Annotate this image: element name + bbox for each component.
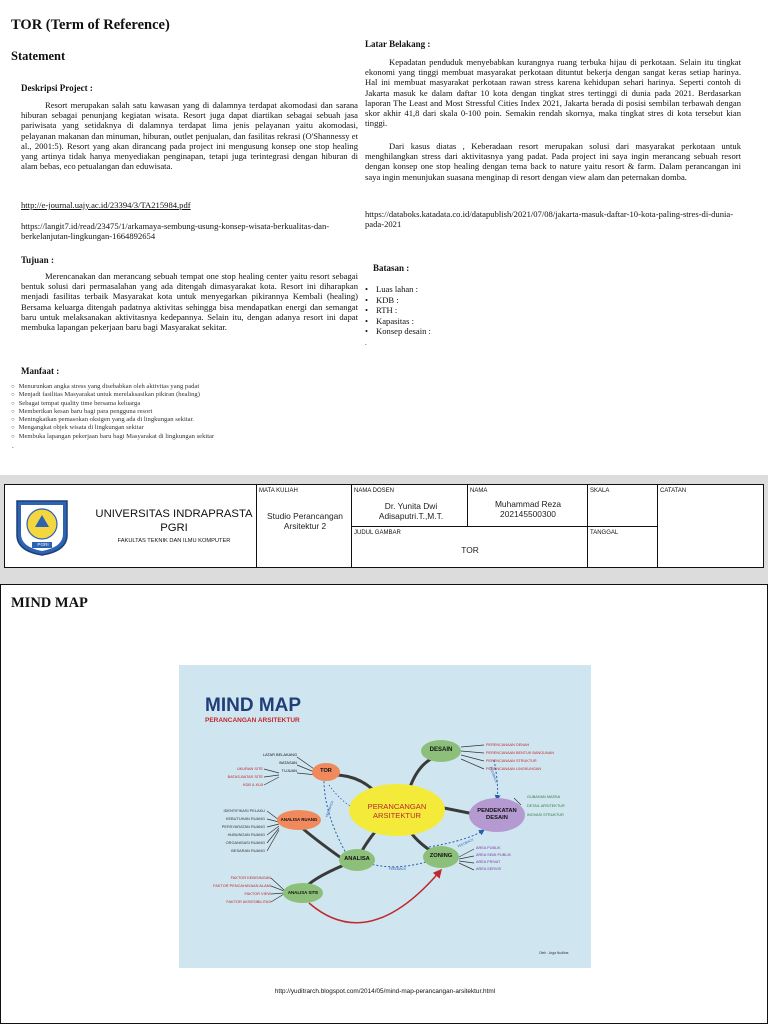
list-item: • RTH : bbox=[365, 305, 431, 316]
university-name: UNIVERSITAS INDRAPRASTA PGRI bbox=[95, 508, 253, 534]
dosen-cell bbox=[351, 485, 467, 527]
faculty-name: FAKULTAS TEKNIK DAN ILMU KOMPUTER bbox=[117, 538, 231, 544]
list-item: ORGANISASI RUANG bbox=[225, 840, 265, 845]
zoning-node-label: ZONING bbox=[429, 853, 453, 859]
analisa-ruang-node-label: ANALISA RUANG bbox=[280, 817, 318, 822]
list-item: AREA PRIVAT bbox=[476, 860, 501, 864]
ruang-items bbox=[193, 807, 265, 855]
list-item: ○ Meningkatkan pemasokan oksigen yang ada di lingkungan sekitar. bbox=[11, 416, 214, 424]
pendekatan-node-label: PENDEKATAN DESAIN bbox=[477, 808, 517, 821]
mata-kuliah-label: MATA KULIAH bbox=[259, 488, 298, 494]
latar-text-2: Dari kasus diatas , Keberadaan resort merupakan solusi dari masyarakat perkotaan untuk menghilangkan stress dari aktivitasnya yang padat. Pada project ini saya ingin merancang sebuah resort dengan konsep one stop healing dengan tema back to nature yaitu resort & farm. Dalam perancangan ini saya ingin menunjukan suasana menginap di resort dengan view alam dan peternakan domba. bbox=[365, 141, 741, 182]
list-item: IDENTIFIKASI PELAKU bbox=[223, 808, 265, 813]
nama-cell bbox=[467, 485, 587, 527]
mindmap-sheet bbox=[0, 584, 768, 1024]
list-item: AREA SEMI PUBLIK bbox=[476, 853, 512, 857]
mm-heading: MIND MAP bbox=[205, 695, 302, 716]
bullet-dot: . bbox=[365, 339, 367, 347]
langit7-link[interactable]: https://langit7.id/read/23475/1/arkamaya-sembung-usung-konsep-wisata-berkualitas-dan-berkelanjutan-lingkungan-1664892654 bbox=[21, 221, 330, 242]
list-item: GUBAHAN MASSA bbox=[527, 795, 561, 799]
mm-subheading: PERANCANGAN ARSITEKTUR bbox=[205, 717, 300, 724]
latar-text-1: Kepadatan penduduk menyebabkan kurangnya ruang terbuka hijau di perkotaan. Selain itu tingkat ekonomi yang tinggi membuat masyarakat perkotaan dituntut bekerja dengan sangat keras setiap harinya. Hal ini membuat masyarakat perkotaan rawan stress karena kehidupan sehari harinya. Seperti contoh di Jakarta masuk ke dalam daftar 10 kota dengan tingkat stres tertinggi di dunia pada 2021. Berdasarkan laporan The Least and Most Stressful Cities Index 2021, Jakarta berada di posisi sembilan terbawah dengan skor akhir 41,8 dari skala 0-100 poin. Semakin rendah skornya, maka tingkat stres di kota tersebut kian tinggi. bbox=[365, 57, 741, 129]
judul-value: TOR bbox=[461, 545, 479, 555]
list-item: AREA SERVIS bbox=[476, 867, 502, 871]
list-item: ○ Sebagai tempat quality time bersama keluarga bbox=[11, 400, 214, 408]
list-item: KEBUTUHAN RUANG bbox=[225, 816, 265, 821]
list-item: FAKTOR PENCAHAYAAN ALAMI bbox=[213, 883, 271, 888]
list-item: DETAIL ARSITEKTUR bbox=[527, 804, 565, 808]
pendekatan-items bbox=[527, 793, 589, 820]
feedback-label: FEEDBACK bbox=[488, 766, 499, 784]
skala-label: SKALA bbox=[590, 488, 610, 494]
journal-link[interactable]: http://e-journal.uajy.ac.id/23394/3/TA215984.pdf bbox=[21, 200, 191, 210]
tor-sheet bbox=[0, 0, 768, 475]
list-item: ○ Membuka lapangan pekerjaan baru bagi Masyarakat di lingkungan sekitar bbox=[11, 433, 214, 441]
mata-kuliah-value: Studio Perancangan Arsitektur 2 bbox=[267, 511, 343, 531]
dosen-value: Dr. Yunita Dwi Adisaputri.T.,M.T. bbox=[378, 501, 444, 521]
list-item: • KDB : bbox=[365, 295, 431, 306]
logo-text: PGRI bbox=[37, 542, 49, 547]
nama-label: NAMA bbox=[470, 488, 488, 494]
list-item: UKURAN SITE bbox=[236, 766, 263, 771]
list-item: ○ Menjadi fasilitas Masyarakat untuk merelaksasikan pikiran (healing) bbox=[11, 391, 214, 399]
list-item: FAKTOR KEBISINGAN bbox=[230, 875, 271, 880]
batasan-list bbox=[365, 284, 431, 337]
list-item: INOVASI STRUKTUR bbox=[527, 813, 564, 817]
list-item: AREA PUBLIK bbox=[476, 846, 501, 850]
tor-sub-items bbox=[201, 765, 263, 789]
mata-kuliah-cell bbox=[256, 485, 352, 567]
manfaat-heading: Manfaat : bbox=[21, 366, 60, 376]
feedback-label: FEEDBACK bbox=[324, 800, 335, 818]
analisa-node-label: ANALISA bbox=[344, 856, 370, 862]
list-item: PERENCANAAN DENAH bbox=[486, 743, 530, 747]
list-item: • Kapasitas : bbox=[365, 316, 431, 327]
batasan-heading: Batasan : bbox=[373, 263, 410, 273]
deskripsi-text: Resort merupakan salah satu kawasan yang di dalamnya terdapat akomodasi dan sarana hiburan sebagai penunjang kegiatan wisata. Resort juga dapat diartikan sebagai sebuah jasa pariwisata yang setidaknya di dalamnya terdapat lima jenis pelayanan yaitu akomodasi, pelayanan makanan dan minuman, hiburan, outlet penjualan, dan fasilitas rekrasi (O'Shannessy et al., 2001:5). Resort yang akan dirancang pada project ini mengusung konsep one stop healing yang artinya tidak hanya menyediakan penginapan, tetapi juga terintegrasi dengan hiburan di alam bebas, eco petualangan dan eduwisata. bbox=[21, 100, 358, 172]
site-items bbox=[187, 874, 271, 906]
list-item: LATAR BELAKANG bbox=[262, 752, 297, 757]
tor-title: TOR (Term of Reference) bbox=[11, 17, 170, 33]
manfaat-list bbox=[11, 383, 214, 441]
catatan-cell bbox=[657, 485, 764, 567]
skala-cell bbox=[587, 485, 657, 527]
desain-items bbox=[486, 741, 586, 773]
list-item: • Luas lahan : bbox=[365, 284, 431, 295]
tanggal-cell bbox=[587, 527, 657, 567]
list-item: PERENCANAAN LINGKUNGAN bbox=[486, 767, 542, 771]
university-logo bbox=[13, 497, 71, 557]
latar-heading: Latar Belakang : bbox=[365, 39, 431, 49]
list-item: PERSYARATAN RUANG bbox=[221, 824, 265, 829]
list-item: PERENCANAAN BENTUK BANGUNAN bbox=[486, 751, 554, 755]
tujuan-text: Merencanakan dan merancang sebuah tempat one stop healing center yaitu resort sebagai bentuk solusi dari permasalahan yang ada ditengah dimasyarakat kota. Resort ini diharapkan menjadi fasilitas terbaik Masyarakat kota untuk menyegarkan pikirannya Kembali (healing) Bersama keluarga ditengah padatnya aktivitas sehingga bisa mendapatkan energi dan semangat baru untuk melaksanakan aktivitasnya kedepannya. Selain itu, dengan adanya resort ini dapat membuka lapangan pekerjaan baru bagi Masyarakat sekitar. bbox=[21, 271, 358, 333]
mindmap-image bbox=[179, 665, 591, 968]
list-item: BESARAN RUANG bbox=[231, 848, 265, 853]
mindmap-source-link[interactable]: http://yuditrarch.blogspot.com/2014/05/mind-map-perancangan-arsitektur.html bbox=[274, 988, 496, 995]
list-item: BATAS-BATAS SITE bbox=[227, 774, 263, 779]
list-item: PERENCANAAN STRUKTUR bbox=[486, 759, 537, 763]
list-item: KDB & KLB bbox=[242, 782, 263, 787]
list-item: ○ Mengangkat objek wisata di lingkungan sekitar bbox=[11, 424, 214, 432]
title-block bbox=[4, 484, 764, 568]
list-item: ○ Memberikan kesan baru bagi para pengguna resort bbox=[11, 408, 214, 416]
mm-credit: Oleh : Arga Nudlina bbox=[539, 951, 569, 955]
list-item: ○ Menurunkan angka stress yang disebabkan oleh aktivitas yang padat bbox=[11, 383, 214, 391]
center-label: PERANCANGAN ARSITEKTUR bbox=[367, 802, 427, 820]
judul-cell bbox=[351, 527, 587, 567]
nama-value: Muhammad Reza 202145500300 bbox=[494, 499, 562, 519]
tor-node-label: TOR bbox=[320, 768, 332, 774]
desain-node-label: DESAIN bbox=[429, 747, 453, 753]
tanggal-label: TANGGAL bbox=[590, 530, 619, 536]
feedback-label: FEEDBACK bbox=[456, 837, 475, 849]
judul-label: JUDUL GAMBAR bbox=[354, 530, 401, 536]
dosen-label: NAMA DOSEN bbox=[354, 488, 395, 494]
catatan-label: CATATAN bbox=[660, 488, 687, 494]
list-item: FAKTOR AKSESIBILITAS bbox=[226, 899, 271, 904]
list-item: TUJUAN bbox=[281, 768, 297, 773]
analisa-site-node-label: ANALISA SITE bbox=[287, 890, 319, 895]
mindmap-page-title: MIND MAP bbox=[11, 595, 88, 611]
bullet-dot: . bbox=[12, 442, 14, 450]
list-item: HUBUNGAN RUANG bbox=[227, 832, 265, 837]
tujuan-heading: Tujuan : bbox=[21, 255, 54, 265]
databoks-link[interactable]: https://databoks.katadata.co.id/datapublish/2021/07/08/jakarta-masuk-daftar-10-kota-paling-stres-di-dunia-pada-2021 bbox=[365, 209, 734, 230]
deskripsi-heading: Deskripsi Project : bbox=[21, 83, 93, 93]
feedback-label: FEEDBACK bbox=[389, 867, 407, 871]
zoning-items bbox=[476, 845, 536, 873]
list-item: FAKTOR VIEW bbox=[244, 891, 271, 896]
list-item: BATASAN bbox=[279, 760, 297, 765]
list-item: • Konsep desain : bbox=[365, 326, 431, 337]
statement-heading: Statement bbox=[11, 49, 66, 63]
